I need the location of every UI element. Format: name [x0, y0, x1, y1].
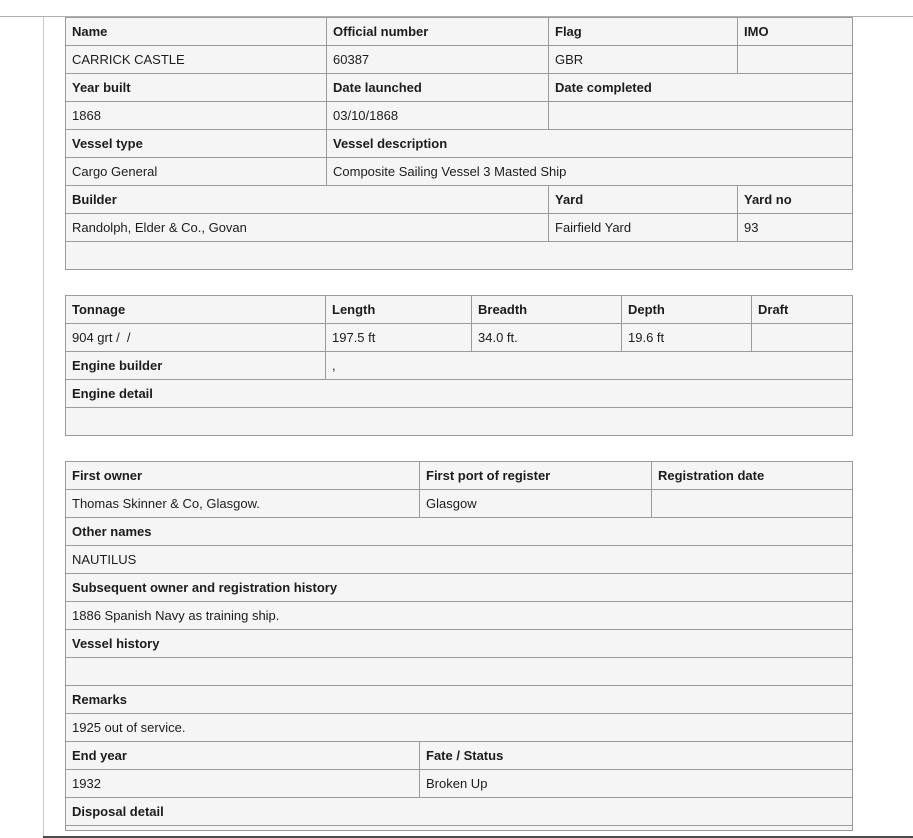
table-row — [66, 352, 853, 380]
field-label-cell: Yard — [549, 186, 738, 214]
field-value-cell: 19.6 ft — [622, 324, 752, 352]
table-row — [66, 742, 853, 770]
field-value-cell: 93 — [738, 214, 853, 242]
field-label-cell: Breadth — [472, 296, 622, 324]
field-value-cell: CARRICK CASTLE — [66, 46, 327, 74]
field-value-cell: , — [326, 352, 853, 380]
field-value-cell: Glasgow — [420, 490, 652, 518]
field-value-cell — [66, 658, 853, 686]
table-row — [66, 102, 853, 130]
field-label-cell: Other names — [66, 518, 853, 546]
field-label-cell: First owner — [66, 462, 420, 490]
field-label-cell: Disposal detail — [66, 798, 853, 826]
table-row — [66, 574, 853, 602]
field-label-cell: Registration date — [652, 462, 853, 490]
table-row — [66, 380, 853, 408]
field-value-cell: 34.0 ft. — [472, 324, 622, 352]
field-label-cell: Official number — [327, 18, 549, 46]
field-value-cell: 03/10/1868 — [327, 102, 549, 130]
field-label-cell: Engine builder — [66, 352, 326, 380]
field-value-cell: 1925 out of service. — [66, 714, 853, 742]
field-label-cell: Length — [326, 296, 472, 324]
table-row — [66, 408, 853, 436]
table-row — [66, 296, 853, 324]
field-label-cell: Name — [66, 18, 327, 46]
vessel-record — [65, 17, 852, 838]
vessel-record-tables — [65, 17, 852, 831]
field-label-cell: Vessel type — [66, 130, 327, 158]
field-value-cell: Cargo General — [66, 158, 327, 186]
table-row — [66, 546, 853, 574]
ownership-history-table — [65, 461, 853, 831]
field-label-cell: End year — [66, 742, 420, 770]
table-row — [66, 324, 853, 352]
field-value-cell — [752, 324, 853, 352]
frame-divider-vertical — [43, 17, 44, 838]
table-row — [66, 826, 853, 831]
table-row — [66, 714, 853, 742]
field-value-cell: 60387 — [327, 46, 549, 74]
field-value-cell: Fairfield Yard — [549, 214, 738, 242]
table-row — [66, 658, 853, 686]
field-value-cell — [652, 490, 853, 518]
field-value-cell: 1868 — [66, 102, 327, 130]
field-value-cell: 904 grt / / — [66, 324, 326, 352]
table-row — [66, 798, 853, 826]
field-label-cell: Draft — [752, 296, 853, 324]
dimensions-engine-table — [65, 295, 853, 436]
field-label-cell: Flag — [549, 18, 738, 46]
field-label-cell: Builder — [66, 186, 549, 214]
field-label-cell: Remarks — [66, 686, 853, 714]
table-row — [66, 518, 853, 546]
table-row — [66, 490, 853, 518]
table-row — [66, 686, 853, 714]
table-row — [66, 462, 853, 490]
field-value-cell — [738, 46, 853, 74]
table-row — [66, 130, 853, 158]
field-value-cell: Composite Sailing Vessel 3 Masted Ship — [327, 158, 853, 186]
table-row — [66, 630, 853, 658]
table-row — [66, 242, 853, 270]
field-value-cell: Thomas Skinner & Co, Glasgow. — [66, 490, 420, 518]
field-value-cell — [66, 408, 853, 436]
field-label-cell: Depth — [622, 296, 752, 324]
field-value-cell: 1932 — [66, 770, 420, 798]
field-label-cell: Year built — [66, 74, 327, 102]
table-row — [66, 158, 853, 186]
field-label-cell: Subsequent owner and registration history — [66, 574, 853, 602]
field-label-cell: Engine detail — [66, 380, 853, 408]
table-row — [66, 74, 853, 102]
field-label-cell: Yard no — [738, 186, 853, 214]
field-value-cell: NAUTILUS — [66, 546, 853, 574]
field-value-cell — [66, 826, 853, 831]
field-label-cell: IMO — [738, 18, 853, 46]
field-value-cell — [549, 102, 853, 130]
field-label-cell: Fate / Status — [420, 742, 853, 770]
field-value-cell: 197.5 ft — [326, 324, 472, 352]
field-label-cell: Vessel description — [327, 130, 853, 158]
field-value-cell: 1886 Spanish Navy as training ship. — [66, 602, 853, 630]
field-label-cell: Date launched — [327, 74, 549, 102]
field-label-cell: First port of register — [420, 462, 652, 490]
field-label-cell: Vessel history — [66, 630, 853, 658]
table-row — [66, 46, 853, 74]
field-value-cell: Broken Up — [420, 770, 853, 798]
field-label-cell: Tonnage — [66, 296, 326, 324]
field-label-cell: Date completed — [549, 74, 853, 102]
identity-table — [65, 17, 853, 270]
table-row — [66, 214, 853, 242]
table-row — [66, 18, 853, 46]
table-row — [66, 186, 853, 214]
field-value-cell: GBR — [549, 46, 738, 74]
table-row — [66, 602, 853, 630]
field-value-cell: Randolph, Elder & Co., Govan — [66, 214, 549, 242]
table-row — [66, 770, 853, 798]
field-value-cell — [66, 242, 853, 270]
